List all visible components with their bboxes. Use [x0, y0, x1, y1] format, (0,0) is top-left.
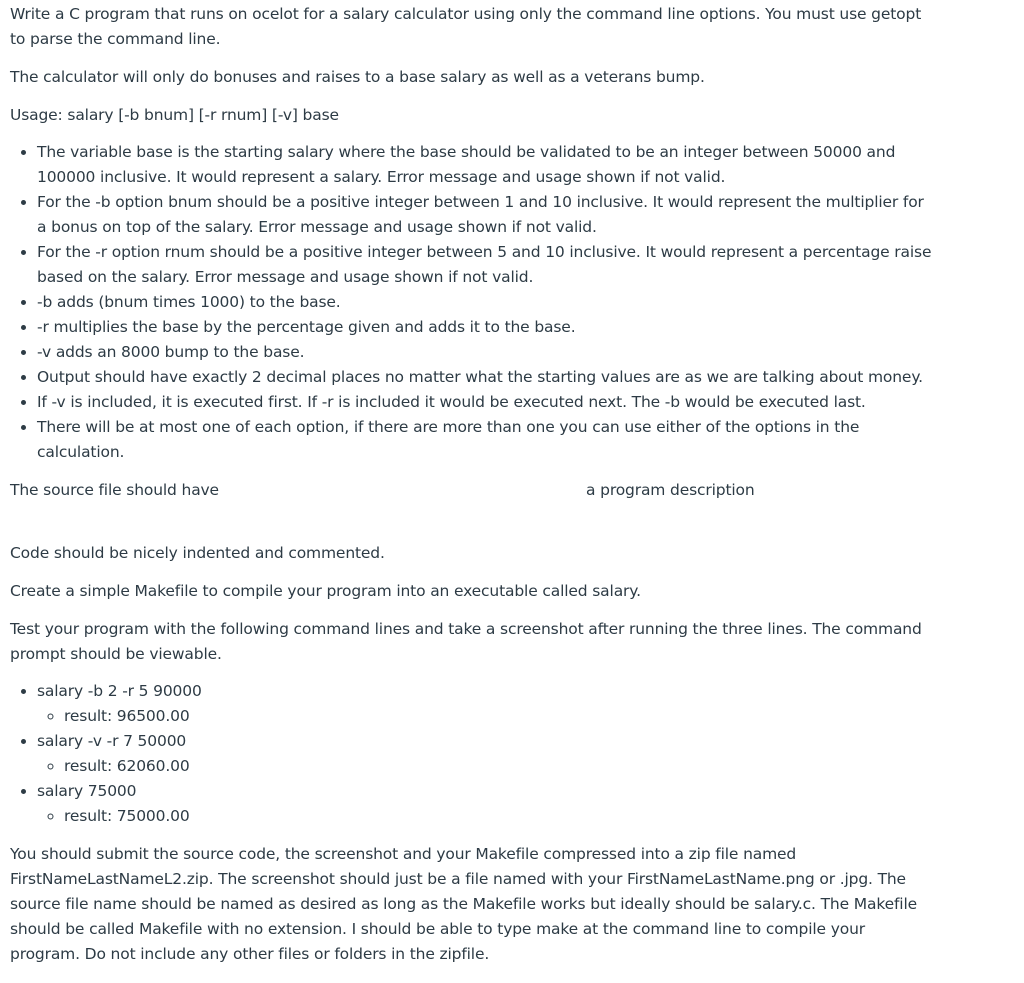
- list-item: • Output should have exactly 2 decimal places no matter what the starting values are as we are talking about money.: [37, 365, 937, 390]
- program-description-label: a program description: [586, 481, 755, 499]
- submission-instructions: You should submit the source code, the screenshot and your Makefile compressed into a zip file named FirstNameLastNameL2.zip. The screenshot should just be a file named with your FirstNameLastName.png or .jpg. The source file name should be named as desired as long as the Makefile works but ideally should be salary.c. The Makefile should be called Makefile with no extension. I should be able to type make at the command line to compile your program. Do not include any other files or folders in the zipfile.: [10, 845, 917, 963]
- source-file-label: The source file should have: [10, 481, 219, 499]
- list-item: • For the -r option rnum should be a positive integer between 5 and 10 inclusive. It would represent a percentage raise based on the salary. Error message and usage shown if not valid.: [37, 240, 937, 290]
- list-item: • If -v is included, it is executed first. If -r is included it would be executed next. The -b would be executed last.: [37, 390, 937, 415]
- test-command: salary 75000: [37, 782, 137, 800]
- intro-paragraph: Write a C program that runs on ocelot for a salary calculator using only the command line options. You must use getopt to parse the command line.: [10, 5, 922, 48]
- test-result: ◦ result: 62060.00: [64, 754, 1014, 779]
- usage-line: Usage: salary [-b bnum] [-r rnum] [-v] base: [10, 106, 339, 124]
- test-list: [10, 679, 1014, 829]
- list-item: • For the -b option bnum should be a positive integer between 1 and 10 inclusive. It would represent the multiplier for a bonus on top of the salary. Error message and usage shown if not valid.: [37, 190, 937, 240]
- test-item: [37, 779, 1014, 829]
- list-item: • -b adds (bnum times 1000) to the base.: [37, 290, 937, 315]
- test-intro: Test your program with the following command lines and take a screenshot after running the three lines. The command prompt should be viewable.: [10, 620, 922, 663]
- list-item: • -v adds an 8000 bump to the base.: [37, 340, 937, 365]
- list-item: • The variable base is the starting salary where the base should be validated to be an integer between 50000 and 100000 inclusive. It would represent a salary. Error message and usage shown if not valid.: [37, 140, 937, 190]
- requirements-list: [10, 140, 937, 465]
- list-item: • There will be at most one of each option, if there are more than one you can use either of the options in the calculation.: [37, 415, 937, 465]
- makefile-note: Create a simple Makefile to compile your program into an executable called salary.: [10, 582, 641, 600]
- test-command: salary -b 2 -r 5 90000: [37, 682, 202, 700]
- test-result: ◦ result: 96500.00: [64, 704, 1014, 729]
- list-item: • -r multiplies the base by the percentage given and adds it to the base.: [37, 315, 937, 340]
- test-item: [37, 729, 1014, 779]
- test-result: ◦ result: 75000.00: [64, 804, 1014, 829]
- test-command: salary -v -r 7 50000: [37, 732, 187, 750]
- indent-note: Code should be nicely indented and commented.: [10, 544, 385, 562]
- scope-paragraph: The calculator will only do bonuses and raises to a base salary as well as a veterans bump.: [10, 68, 705, 86]
- source-file-requirement: [10, 478, 1014, 503]
- test-item: [37, 679, 1014, 729]
